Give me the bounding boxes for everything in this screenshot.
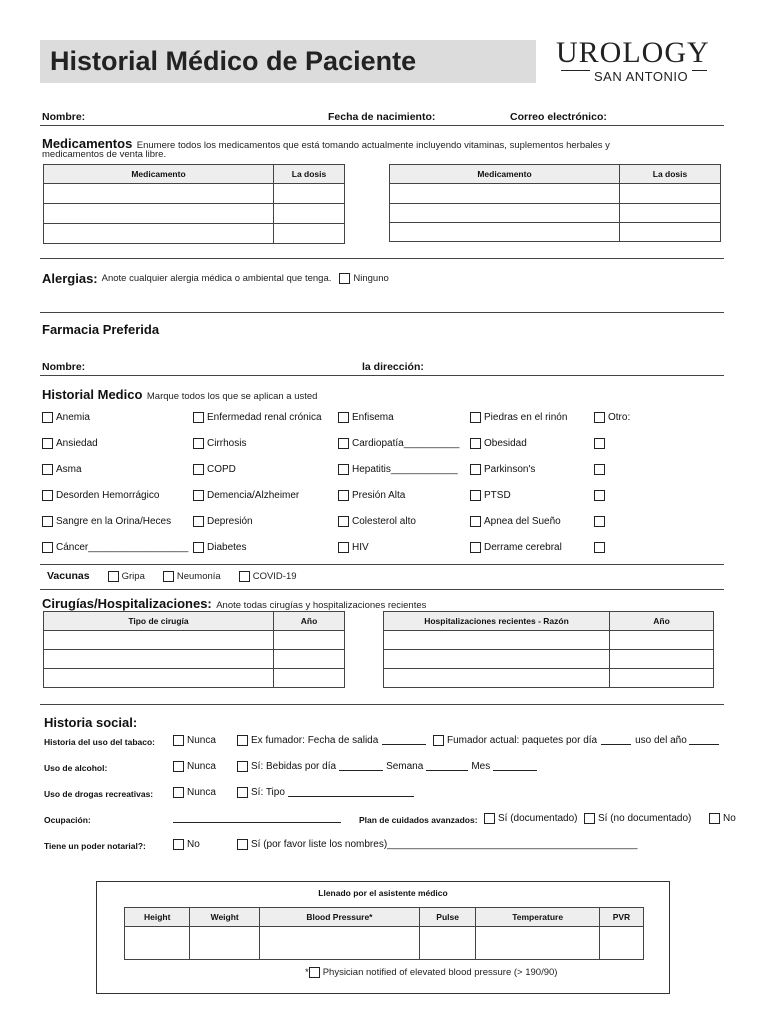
physician-notified-checkbox[interactable] <box>309 967 320 978</box>
alcohol-yes <box>237 761 537 772</box>
assistant-box <box>96 881 670 994</box>
checkbox[interactable] <box>193 464 204 475</box>
history-other-option <box>594 438 608 449</box>
option-label: Sí (documentado) <box>498 813 578 824</box>
history-option-label: Colesterol alto <box>352 516 416 527</box>
social-title: Historia social: <box>44 715 138 730</box>
history-option <box>193 412 322 423</box>
vitals-col-header: Weight <box>190 908 260 927</box>
poa-no <box>173 839 200 850</box>
divider <box>40 125 724 126</box>
drinks-week-field[interactable] <box>426 762 468 771</box>
allergies-row <box>42 271 389 286</box>
poa-yes <box>237 839 637 850</box>
history-option <box>42 464 82 475</box>
history-option-label: COPD <box>207 464 236 475</box>
vitals-cell[interactable] <box>599 927 643 960</box>
history-other-option <box>594 464 608 475</box>
checkbox[interactable] <box>470 516 481 527</box>
col-medication: Medicamento <box>390 165 620 184</box>
logo-san-antonio: SAN ANTONIO <box>590 69 692 84</box>
checkbox[interactable] <box>470 490 481 501</box>
table-cell[interactable] <box>620 223 721 242</box>
history-note: Marque todos los que se aplican a usted <box>146 391 318 402</box>
vitals-col-header: Blood Pressure* <box>259 908 419 927</box>
table-cell[interactable] <box>390 204 620 223</box>
vaccine-label: Gripa <box>121 570 145 582</box>
poa-label: Tiene un poder notarial?: <box>44 841 146 851</box>
history-option-label: Asma <box>56 464 82 475</box>
advance-plan-documented <box>484 813 578 824</box>
pharmacy-address-label: la dirección: <box>362 361 424 373</box>
bp-footnote <box>305 967 557 978</box>
vitals-cell[interactable] <box>419 927 475 960</box>
history-option-label: Diabetes <box>207 542 247 553</box>
history-option <box>338 516 416 527</box>
allergies-note: Anote cualquier alergia médica o ambiental que tenga. <box>101 273 332 284</box>
medications-note: Enumere todos los medicamentos que está tomando actualmente incluyendo vitaminas, suplementos herbales y <box>136 140 610 151</box>
vitals-table <box>124 907 644 960</box>
checkbox[interactable] <box>338 516 349 527</box>
checkbox[interactable] <box>594 490 605 501</box>
col-hospitalization: Hospitalizaciones recientes - Razón <box>384 612 610 631</box>
hospitalizations-table <box>383 611 714 688</box>
years-field[interactable] <box>689 736 719 745</box>
checkbox[interactable] <box>193 412 204 423</box>
col-year: Año <box>610 612 714 631</box>
advance-plan-no <box>709 813 736 824</box>
quit-date-field[interactable] <box>382 736 426 745</box>
checkbox[interactable] <box>42 490 53 501</box>
history-option-label: Cáncer__________________ <box>56 542 189 553</box>
table-cell[interactable] <box>44 650 274 669</box>
table-cell[interactable] <box>384 669 610 688</box>
checkbox[interactable] <box>338 490 349 501</box>
table-cell[interactable] <box>384 631 610 650</box>
history-option-label: Enfisema <box>352 412 394 423</box>
tobacco-never <box>173 735 216 746</box>
history-option <box>470 542 562 553</box>
history-option-label: Derrame cerebral <box>484 542 562 553</box>
dob-label: Fecha de nacimiento: <box>328 111 436 123</box>
table-cell[interactable] <box>44 631 274 650</box>
checkbox[interactable] <box>594 412 605 423</box>
allergies-none-label: Ninguno <box>353 273 389 284</box>
history-option <box>338 542 369 553</box>
checkbox[interactable] <box>594 464 605 475</box>
table-cell[interactable] <box>274 224 345 244</box>
history-option-label: Cirrhosis <box>207 438 247 449</box>
divider <box>40 589 724 590</box>
checkbox[interactable] <box>42 438 53 449</box>
history-option-label: Parkinson's <box>484 464 536 475</box>
tobacco-label: Historia del uso del tabaco: <box>44 737 155 747</box>
checkbox[interactable] <box>193 490 204 501</box>
history-option <box>42 516 171 527</box>
table-cell[interactable] <box>44 224 274 244</box>
vaccine-label: Neumonía <box>176 570 221 582</box>
history-option-label: Ansiedad <box>56 438 98 449</box>
option-label: Nunca <box>187 787 216 798</box>
month-label: Mes <box>471 761 491 772</box>
table-cell[interactable] <box>390 223 620 242</box>
allergies-title: Alergias: <box>42 271 98 286</box>
checkbox[interactable] <box>173 787 184 798</box>
vitals-cell[interactable] <box>476 927 600 960</box>
history-other-label: Otro: <box>608 412 631 423</box>
history-option <box>193 542 246 553</box>
history-title: Historial Medico <box>42 387 143 402</box>
checkbox[interactable] <box>594 542 605 553</box>
table-cell[interactable] <box>274 650 345 669</box>
pharmacy-name-label: Nombre: <box>42 361 86 373</box>
history-option <box>42 412 90 423</box>
table-cell[interactable] <box>44 669 274 688</box>
patient-name-label: Nombre: <box>42 111 86 123</box>
medications-table-left <box>43 164 345 244</box>
tobacco-current <box>433 735 719 746</box>
history-option-label: Demencia/Alzheimer <box>207 490 300 501</box>
history-other-option <box>594 542 608 553</box>
pharmacy-title: Farmacia Preferida <box>42 322 160 337</box>
medications-title: Medicamentos <box>42 136 133 151</box>
logo-urology: UROLOGY <box>556 36 710 69</box>
medications-note-2: medicamentos de venta libre. <box>42 149 167 160</box>
history-option <box>470 516 561 527</box>
footnote-text: Physician notified of elevated blood pressure (> 190/90) <box>322 967 558 978</box>
checkbox[interactable] <box>193 438 204 449</box>
checkbox[interactable] <box>237 735 248 746</box>
drug-type-field[interactable] <box>288 788 414 797</box>
checkbox[interactable] <box>237 761 248 772</box>
col-dose: La dosis <box>274 165 345 184</box>
vitals-col-header: PVR <box>599 908 643 927</box>
divider <box>40 312 724 313</box>
option-label: Sí: Tipo <box>251 787 285 798</box>
option-label: Fumador actual: paquetes por día <box>447 735 598 746</box>
history-option-label: Cardiopatía__________ <box>352 438 460 449</box>
checkbox[interactable] <box>709 813 720 824</box>
checkbox[interactable] <box>470 542 481 553</box>
history-option <box>193 516 253 527</box>
checkbox[interactable] <box>584 813 595 824</box>
vitals-col-header: Temperature <box>476 908 600 927</box>
surgeries-note: Anote todas cirugías y hospitalizaciones recientes <box>216 600 427 611</box>
vaccines-row <box>47 570 297 582</box>
col-dose: La dosis <box>620 165 721 184</box>
advance-plan-label: Plan de cuidados avanzados: <box>359 815 478 825</box>
medications-table-right <box>389 164 721 242</box>
tobacco-ex <box>237 735 426 746</box>
history-option <box>42 490 159 501</box>
vaccine-checkbox[interactable] <box>239 571 250 582</box>
history-option-label: Apnea del Sueño <box>484 516 561 527</box>
history-option <box>42 542 188 553</box>
col-surgery-type: Tipo de cirugía <box>44 612 274 631</box>
history-other-option <box>594 490 608 501</box>
table-cell[interactable] <box>274 631 345 650</box>
checkbox[interactable] <box>173 839 184 850</box>
table-cell[interactable] <box>620 184 721 204</box>
checkbox[interactable] <box>42 464 53 475</box>
vitals-cell[interactable] <box>190 927 260 960</box>
table-cell[interactable] <box>44 184 274 204</box>
checkbox[interactable] <box>338 438 349 449</box>
drugs-never <box>173 787 216 798</box>
history-other-option <box>594 412 630 423</box>
history-option <box>338 438 459 449</box>
checkbox[interactable] <box>484 813 495 824</box>
week-label: Semana <box>386 761 424 772</box>
table-cell[interactable] <box>274 204 345 224</box>
history-other-option <box>594 516 608 527</box>
history-option <box>470 490 511 501</box>
checkbox[interactable] <box>433 735 444 746</box>
advance-plan-undocumented <box>584 813 691 824</box>
title-bar <box>40 40 536 83</box>
table-cell[interactable] <box>620 204 721 223</box>
history-option-label: Sangre en la Orina/Heces <box>56 516 172 527</box>
checkbox[interactable] <box>193 516 204 527</box>
history-option-label: Desorden Hemorrágico <box>56 490 160 501</box>
drugs-yes <box>237 787 414 798</box>
option-label: No <box>187 839 200 850</box>
checkbox[interactable] <box>470 438 481 449</box>
vaccine-checkbox[interactable] <box>163 571 174 582</box>
history-option-label: Enfermedad renal crónica <box>207 412 322 423</box>
table-cell[interactable] <box>610 631 714 650</box>
history-option-label: Obesidad <box>484 438 527 449</box>
col-year: Año <box>274 612 345 631</box>
option-label: No <box>723 813 736 824</box>
table-cell[interactable] <box>274 669 345 688</box>
footnote-star: * <box>305 967 309 978</box>
history-option <box>42 438 98 449</box>
surgeries-title: Cirugías/Hospitalizaciones: <box>42 596 212 611</box>
checkbox[interactable] <box>237 839 248 850</box>
allergies-none-checkbox[interactable] <box>339 273 350 284</box>
history-option <box>470 438 527 449</box>
drinks-month-field[interactable] <box>493 762 537 771</box>
option-label: Sí: Bebidas por día <box>251 761 337 772</box>
table-cell[interactable] <box>610 669 714 688</box>
history-option <box>193 464 236 475</box>
checkbox[interactable] <box>338 412 349 423</box>
history-option-label: Presión Alta <box>352 490 406 501</box>
option-label: Nunca <box>187 761 216 772</box>
checkbox[interactable] <box>594 438 605 449</box>
option-label: Sí (no documentado) <box>598 813 692 824</box>
divider <box>40 704 724 705</box>
page-title: Historial Médico de Paciente <box>50 46 417 76</box>
history-option-label: Hepatitis____________ <box>352 464 458 475</box>
years-label: uso del año <box>635 735 687 746</box>
option-label: Nunca <box>187 735 216 746</box>
table-cell[interactable] <box>390 184 620 204</box>
checkbox[interactable] <box>338 542 349 553</box>
history-option-label: Depresión <box>207 516 253 527</box>
vitals-col-header: Height <box>125 908 190 927</box>
table-cell[interactable] <box>44 204 274 224</box>
alcohol-never <box>173 761 216 772</box>
history-option-label: Piedras en el rinón <box>484 412 568 423</box>
surgeries-table <box>43 611 345 688</box>
vitals-cell[interactable] <box>259 927 419 960</box>
table-cell[interactable] <box>610 650 714 669</box>
checkbox[interactable] <box>173 761 184 772</box>
assistant-title: Llenado por el asistente médico <box>318 888 448 898</box>
drinks-day-field[interactable] <box>339 762 383 771</box>
occupation-field[interactable] <box>173 814 341 823</box>
checkbox[interactable] <box>173 735 184 746</box>
checkbox[interactable] <box>594 516 605 527</box>
history-option <box>338 490 405 501</box>
history-header <box>42 386 317 404</box>
history-option <box>338 464 458 475</box>
history-option <box>193 438 246 449</box>
packs-field[interactable] <box>601 736 631 745</box>
history-option-label: PTSD <box>484 490 511 501</box>
divider <box>40 375 724 376</box>
history-option <box>470 464 535 475</box>
vaccine-checkbox[interactable] <box>108 571 119 582</box>
checkbox[interactable] <box>42 542 53 553</box>
checkbox[interactable] <box>470 412 481 423</box>
checkbox[interactable] <box>42 516 53 527</box>
vitals-cell[interactable] <box>125 927 190 960</box>
col-medication: Medicamento <box>44 165 274 184</box>
email-label: Correo electrónico: <box>510 111 607 123</box>
vitals-col-header: Pulse <box>419 908 475 927</box>
checkbox[interactable] <box>193 542 204 553</box>
drugs-label: Uso de drogas recreativas: <box>44 789 154 799</box>
vaccines-title: Vacunas <box>47 570 90 582</box>
divider <box>40 564 724 565</box>
table-cell[interactable] <box>274 184 345 204</box>
history-option <box>338 412 394 423</box>
checkbox[interactable] <box>237 787 248 798</box>
option-label: Ex fumador: Fecha de salida <box>251 735 379 746</box>
history-option <box>193 490 299 501</box>
history-option <box>470 412 567 423</box>
divider <box>40 258 724 259</box>
option-label: Sí (por favor liste los nombres)_____________________________________________ <box>251 839 638 850</box>
history-option-label: HIV <box>352 542 369 553</box>
occupation-label: Ocupación: <box>44 815 91 825</box>
history-option-label: Anemia <box>56 412 90 423</box>
checkbox[interactable] <box>338 464 349 475</box>
vaccine-label: COVID-19 <box>252 570 297 582</box>
checkbox[interactable] <box>42 412 53 423</box>
table-cell[interactable] <box>384 650 610 669</box>
alcohol-label: Uso de alcohol: <box>44 763 108 773</box>
checkbox[interactable] <box>470 464 481 475</box>
